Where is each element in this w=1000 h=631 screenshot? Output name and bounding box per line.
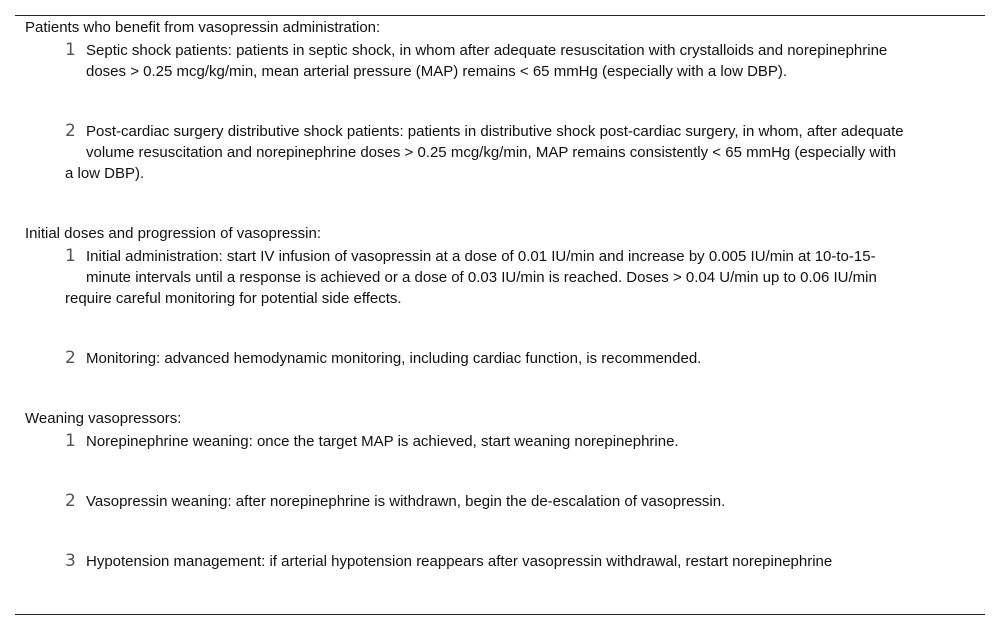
item-text-line: doses > 0.25 mcg/kg/min, mean arterial pressure (MAP) remains < 65 mmHg (especially with a low DBP). [86,63,788,80]
item-text-line: a low DBP). [65,165,145,182]
list-item [65,431,960,452]
item-text-line: require careful monitoring for potential side effects. [65,290,402,307]
list-item [65,121,960,184]
item-number: 1 [65,40,76,60]
item-number: 2 [65,491,76,511]
item-text-line: Initial administration: start IV infusion of vasopressin at a dose of 0.01 IU/min and increase by 0.005 IU/min at 10-to-15- [86,248,876,265]
section-heading-patients: Patients who benefit from vasopressin administration: [25,19,381,36]
bottom-rule [15,614,985,615]
item-number: 2 [65,348,76,368]
list-item [65,551,960,572]
item-text-line: Vasopressin weaning: after norepinephrine is withdrawn, begin the de-escalation of vasopressin. [86,493,726,510]
item-text-line: Norepinephrine weaning: once the target MAP is achieved, start weaning norepinephrine. [86,433,679,450]
item-text-line: volume resuscitation and norepinephrine doses > 0.25 mcg/kg/min, MAP remains consistently < 65 mmHg (especially with [86,144,897,161]
list-item [65,491,960,512]
item-text-line: Post-cardiac surgery distributive shock patients: patients in distributive shock post-cardiac surgery, in whom, after adequate [86,123,904,140]
item-number: 1 [65,246,76,266]
list-item [65,348,960,369]
item-number: 2 [65,121,76,141]
list-item [65,246,960,309]
item-text-line: Hypotension management: if arterial hypotension reappears after vasopressin withdrawal, restart norepinephrine [86,553,833,570]
top-rule [15,15,985,16]
item-number: 3 [65,551,76,571]
item-text-line: Septic shock patients: patients in septic shock, in whom after adequate resuscitation with crystalloids and norepinephrine [86,42,888,59]
item-number: 1 [65,431,76,451]
section-heading-weaning: Weaning vasopressors: [25,410,182,427]
list-item [65,40,960,82]
item-text-line: minute intervals until a response is achieved or a dose of 0.03 IU/min is reached. Doses > 0.04 U/min up to 0.06 IU/min [86,269,877,286]
item-text-line: Monitoring: advanced hemodynamic monitoring, including cardiac function, is recommended. [86,350,702,367]
section-heading-initial-doses: Initial doses and progression of vasopressin: [25,225,322,242]
